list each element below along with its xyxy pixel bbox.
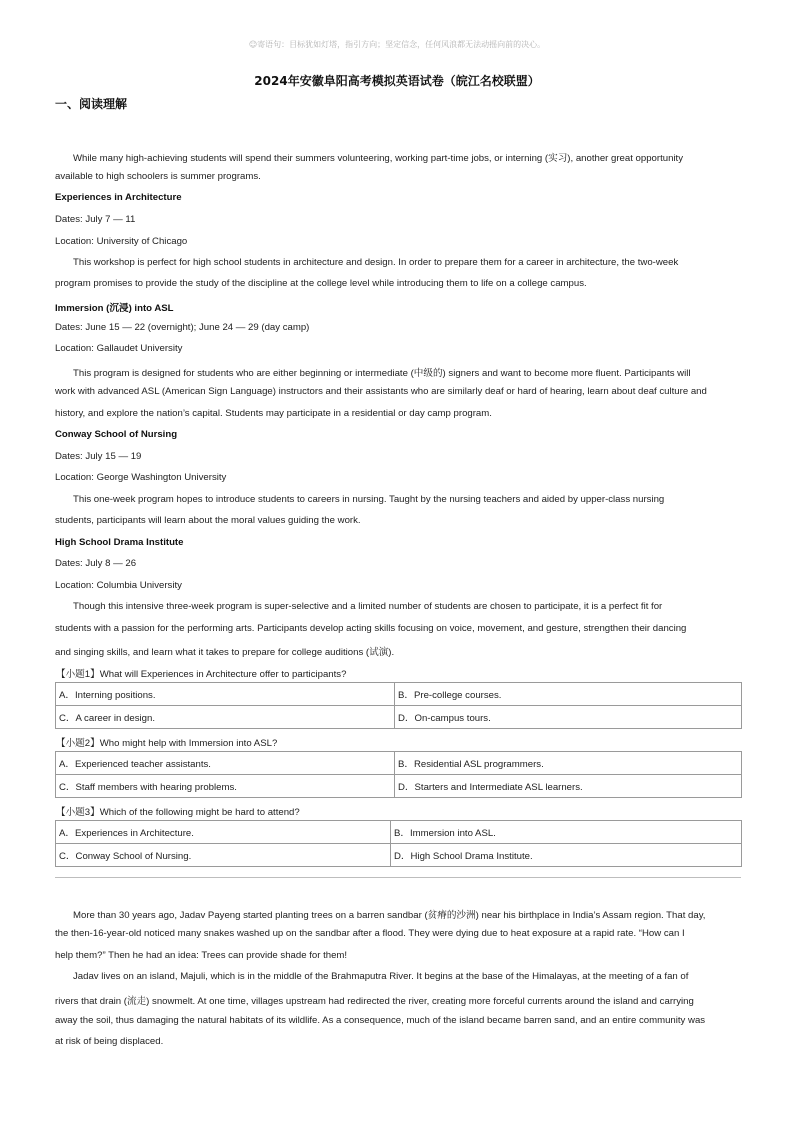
option-a[interactable]: A．Experiences in Architecture.: [56, 821, 391, 844]
section-heading: 一、阅读理解: [55, 97, 128, 111]
question-prompt: 【小题3】Which of the following might be hard to attend?: [56, 807, 300, 818]
options-table: [55, 820, 742, 867]
program-name: High School Drama Institute: [55, 537, 184, 548]
passage-line: away the soil, thus damaging the natural habitats of its wildlife. As a consequence, much of the island became barren sand, and an entire community was: [55, 1015, 706, 1026]
program-description: This program is designed for students who are either beginning or intermediate (中级的) signers and want to become more fluent. Participants will: [73, 368, 691, 379]
program-dates: Dates: June 15 — 22 (overnight); June 24 — 29 (day camp): [55, 322, 310, 333]
program-name: Experiences in Architecture: [55, 192, 182, 203]
options-table: [55, 682, 742, 729]
option-a[interactable]: A．Interning positions.: [56, 683, 395, 706]
program-name: Immersion (沉浸) into ASL: [55, 303, 174, 314]
section-divider: [55, 877, 741, 878]
program-description: This workshop is perfect for high school students in architecture and design. In order to prepare them for a career in architecture, the two-week: [73, 257, 679, 268]
question-prompt: 【小题1】What will Experiences in Architecture offer to participants?: [56, 669, 347, 680]
passage-line: the then-16-year-old noticed many snakes washed up on the sandbar after a flood. They were dying due to heat exposure at a rapid rate. “How can I: [55, 928, 685, 939]
program-location: Location: George Washington University: [55, 472, 227, 483]
options-table: [55, 751, 742, 798]
program-description: history, and explore the nation’s capital. Students may participate in a residential or day camp program.: [55, 408, 492, 419]
option-b[interactable]: B．Pre-college courses.: [395, 683, 742, 706]
option-b[interactable]: B．Immersion into ASL.: [391, 821, 742, 844]
option-c[interactable]: C．Staff members with hearing problems.: [56, 775, 395, 798]
program-location: Location: Columbia University: [55, 580, 182, 591]
program-description: students, participants will learn about the moral values guiding the work.: [55, 515, 361, 526]
passage-line: at risk of being displaced.: [55, 1036, 164, 1047]
option-d[interactable]: D．High School Drama Institute.: [391, 844, 742, 867]
option-b[interactable]: B．Residential ASL programmers.: [395, 752, 742, 775]
intro-line: While many high-achieving students will spend their summers volunteering, working part-time jobs, or interning (实习), another great opportunity: [73, 153, 684, 164]
passage-line: More than 30 years ago, Jadav Payeng started planting trees on a barren sandbar (贫瘠的沙洲) near his birthplace in India’s Assam region. That day,: [73, 910, 706, 921]
option-d[interactable]: D．On-campus tours.: [395, 706, 742, 729]
passage-line: rivers that drain (流走) snowmelt. At one time, villages upstream had redirected the river, creating more forceful currents around the island and carrying: [55, 996, 694, 1007]
intro-line: available to high schoolers is summer programs.: [55, 171, 261, 182]
program-description: students with a passion for the performing arts. Participants develop acting skills focusing on voice, movement, and gesture, strengthen their dancing: [55, 623, 687, 634]
program-description: work with advanced ASL (American Sign Language) instructors and their assistants who are similarly deaf or hard of hearing, learn about deaf culture and: [55, 386, 707, 397]
program-description: Though this intensive three-week program is super-selective and a limited number of students are chosen to participate, it is a perfect fit for: [73, 601, 663, 612]
program-name: Conway School of Nursing: [55, 429, 178, 440]
program-description: program promises to provide the study of the discipline at the college level while introducing them to life on a college campus.: [55, 278, 587, 289]
program-location: Location: Gallaudet University: [55, 343, 183, 354]
program-description: This one-week program hopes to introduce students to careers in nursing. Taught by the nursing teachers and aided by upper-class nursing: [73, 494, 665, 505]
passage-line: Jadav lives on an island, Majuli, which is in the middle of the Brahmaputra River. It begins at the base of the Himalayas, at the meeting of a fan of: [73, 971, 689, 982]
passage-line: help them?” Then he had an idea: Trees can provide shade for them!: [55, 950, 348, 961]
option-a[interactable]: A．Experienced teacher assistants.: [56, 752, 395, 775]
question-prompt: 【小题2】Who might help with Immersion into ASL?: [56, 738, 278, 749]
program-dates: Dates: July 8 — 26: [55, 558, 137, 569]
program-dates: Dates: July 7 — 11: [55, 214, 136, 225]
program-description: and singing skills, and learn what it takes to prepare for college auditions (试演).: [55, 647, 395, 658]
option-c[interactable]: C．A career in design.: [56, 706, 395, 729]
option-d[interactable]: D．Starters and Intermediate ASL learners.: [395, 775, 742, 798]
option-c[interactable]: C．Conway School of Nursing.: [56, 844, 391, 867]
page-title: 2024年安徽阜阳高考模拟英语试卷（皖江名校联盟）: [254, 74, 540, 88]
program-dates: Dates: July 15 — 19: [55, 451, 142, 462]
program-location: Location: University of Chicago: [55, 236, 188, 247]
motto-banner: ☺寄语句：目标犹如灯塔，指引方向；坚定信念，任何风浪都无法动摇向前的决心。: [248, 40, 546, 49]
